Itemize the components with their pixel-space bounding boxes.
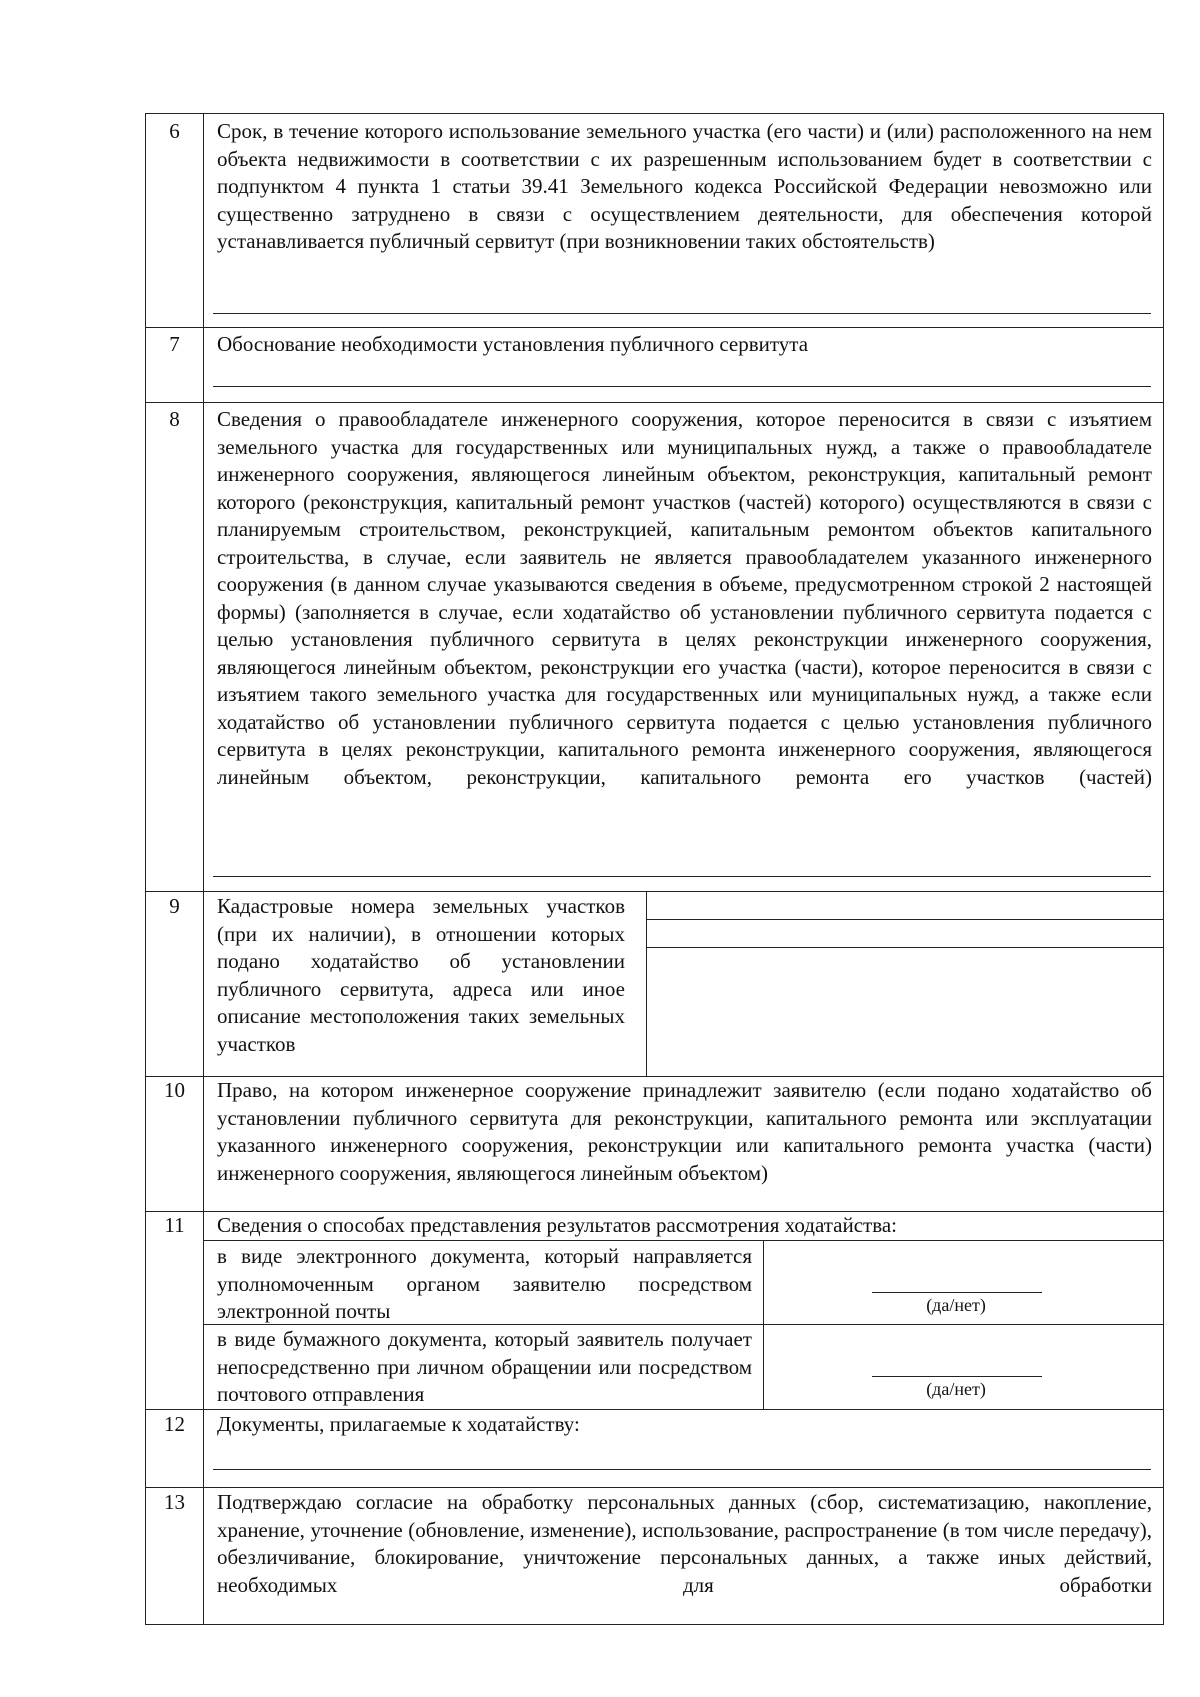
row-8-fill-line[interactable] <box>213 876 1151 877</box>
option-paper-caption: (да/нет) <box>926 1379 986 1399</box>
row-10-text: Право, на котором инженерное сооружение принадлежит заявителю (если подано ходатайство об установлении публичного сервитута для реконструкции, капитального ремонта или эксплуатации указанного инженерного сооружения, реконструкции или капитального ремонта участка (части) инженерного сооружения, являющегося линейным объектом) <box>217 1078 1152 1185</box>
number-column-divider <box>203 114 204 1624</box>
row-7-fill-line[interactable] <box>213 386 1151 387</box>
row-divider <box>146 1487 1163 1488</box>
row-7-text: Обоснование необходимости установления публичного сервитута <box>217 332 809 356</box>
row-7-number: 7 <box>169 332 180 356</box>
row-8-text: Сведения о правообладателе инженерного сооружения, которое переносится в связи с изъятием земельного участка для государственных или муниципальных нужд, а также о правообладателе инженерного сооружения, являющегося линейным объектом, реконструкция, капитальный ремонт которого (реконструкция, капитальный ремонт участков (частей) которого) осуществляются в связи с планируемым строительством, реконструкцией, капитальным ремонтом объектов капитального строительства, в случае, если заявитель не является правообладателем указанного инженерного сооружения (в данном случае указываются сведения в объеме, предусмотренном строкой 2 настоящей формы) (заполняется в случае, если ходатайство об установлении публичного сервитута подается с целью установления публичного сервитута в целях реконструкции инженерного сооружения, являющегося линейным объектом, реконструкции его участка (части), которое переносится в связи с изъятием такого земельного участка для государственных или муниципальных нужд, а также если ходатайство об установлении публичного сервитута подается с целью установления публичного сервитута в целях реконструкции, капитального ремонта инженерного сооружения, являющегося линейным объектом, реконструкции, капитального ремонта его участков (частей) <box>217 407 1152 789</box>
row-12-text: Документы, прилагаемые к ходатайству: <box>217 1412 580 1436</box>
row-9-number: 9 <box>169 894 180 918</box>
option-electronic-caption: (да/нет) <box>926 1295 986 1315</box>
row-11-number: 11 <box>164 1213 185 1237</box>
row-divider <box>146 327 1163 328</box>
option-paper-text: в виде бумажного документа, который заявитель получает непосредственно при личном обращении или посредством почтового отправления <box>217 1327 752 1406</box>
row-11-sub-divider <box>203 1240 1163 1241</box>
application-form-table <box>145 113 1164 1625</box>
row-6-fill-line[interactable] <box>213 313 1151 314</box>
row-8-number: 8 <box>169 407 180 431</box>
row-9-input-line-2[interactable] <box>646 947 1163 948</box>
option-electronic-answer-line[interactable] <box>872 1292 1042 1293</box>
row-6-number: 6 <box>169 119 180 143</box>
row-divider <box>146 402 1163 403</box>
row-9-text: Кадастровые номера земельных участков (при их наличии), в отношении которых подано ходатайство об установлении публичного сервитута, адреса или иное описание местоположения таких земельных участков <box>217 894 625 1056</box>
option-electronic-text: в виде электронного документа, который направляется уполномоченным органом заявителю посредством электронной почты <box>217 1244 752 1323</box>
row-13-number: 13 <box>164 1490 185 1514</box>
row-12-number: 12 <box>164 1412 185 1436</box>
row-10-number: 10 <box>164 1078 185 1102</box>
row-11-option-divider <box>203 1324 1163 1325</box>
option-paper-answer-line[interactable] <box>872 1376 1042 1377</box>
row-divider <box>146 891 1163 892</box>
row-divider <box>146 1409 1163 1410</box>
row-12-fill-line[interactable] <box>213 1469 1151 1470</box>
row-9-input-line-1[interactable] <box>646 919 1163 920</box>
row-11-heading: Сведения о способах представления результатов рассмотрения ходатайства: <box>217 1213 898 1237</box>
row-6-text: Срок, в течение которого использование земельного участка (его части) и (или) расположенного на нем объекта недвижимости в соответствии с их разрешенным использованием будет в соответствии с подпунктом 4 пункта 1 статьи 39.41 Земельного кодекса Российской Федерации невозможно или существенно затруднено в связи с осуществлением деятельности, для обеспечения которой устанавливается публичный сервитут (при возникновении таких обстоятельств) <box>217 119 1152 253</box>
row-13-text: Подтверждаю согласие на обработку персональных данных (сбор, систематизацию, накопление, хранение, уточнение (обновление, изменение), использование, распространение (в том числе передачу), обезличивание, блокирование, уничтожение персональных данных, а также иных действий, необходимых для обработки <box>217 1490 1152 1597</box>
